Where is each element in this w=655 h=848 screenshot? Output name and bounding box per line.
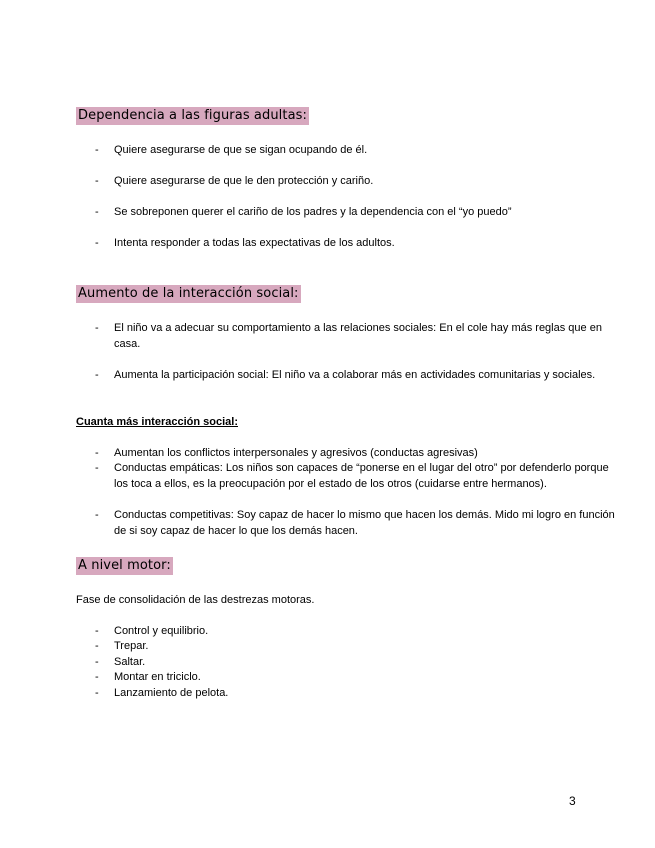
list-item [95, 639, 615, 655]
list-item-text: Aumenta la participación social: El niño va a colaborar más en actividades comunitarias y sociales. [114, 369, 596, 381]
section-heading-interaccion: Aumento de la interacción social: [78, 286, 299, 301]
list-item-text: Quiere asegurarse de que le den protección y cariño. [114, 175, 374, 187]
bullet-dash: - [95, 369, 99, 381]
list-item [95, 205, 615, 221]
list-item [95, 236, 615, 252]
list-item [95, 143, 615, 159]
section-heading-dependencia: Dependencia a las figuras adultas: [78, 108, 308, 123]
list-item-text: Intenta responder a todas las expectativas de los adultos. [114, 237, 395, 249]
list-item-text: El niño va a adecuar su comportamiento a las relaciones sociales: En el cole hay más reglas que en casa. [114, 322, 602, 350]
page-number: 3 [569, 794, 576, 808]
list-item-text: Lanzamiento de pelota. [114, 687, 229, 699]
list-item [95, 368, 615, 384]
list-item [95, 461, 615, 492]
bullet-dash: - [95, 687, 99, 699]
list-item [95, 655, 615, 671]
list-item-text: Se sobreponen querer el cariño de los padres y la dependencia con el “yo puedo” [114, 206, 512, 218]
list-item [95, 446, 615, 462]
list-item-text: Trepar. [114, 640, 149, 652]
list-item-text: Conductas competitivas: Soy capaz de hacer lo mismo que hacen los demás. Mido mi logro en función de si soy capaz de hacer lo que los demás hacen. [114, 509, 615, 537]
bullet-dash: - [95, 671, 99, 683]
list-item-text: Aumentan los conflictos interpersonales y agresivos (conductas agresivas) [114, 447, 478, 459]
bullet-dash: - [95, 625, 99, 637]
list-item [95, 670, 615, 686]
section-intro: Fase de consolidación de las destrezas motoras. [76, 594, 315, 606]
subheading: Cuanta más interacción social: [76, 416, 238, 428]
bullet-dash: - [95, 237, 99, 249]
bullet-dash: - [95, 656, 99, 668]
bullet-dash: - [95, 144, 99, 156]
bullet-dash: - [95, 640, 99, 652]
section-heading-motor: A nivel motor: [78, 558, 171, 573]
list-item [95, 624, 615, 640]
list-item [95, 174, 615, 190]
bullet-dash: - [95, 175, 99, 187]
list-item-text: Montar en triciclo. [114, 671, 201, 683]
list-item-text: Saltar. [114, 656, 146, 668]
bullet-dash: - [95, 509, 99, 521]
list-item [95, 686, 615, 702]
list-item-text: Conductas empáticas: Los niños son capaces de “ponerse en el lugar del otro” por defenderlo porque los toca a ellos, es la preocupación por el estado de los otros (cuidarse entre hermanos). [114, 462, 609, 490]
list-item [95, 508, 615, 539]
bullet-dash: - [95, 206, 99, 218]
list-item-text: Quiere asegurarse de que se sigan ocupando de él. [114, 144, 368, 156]
list-item [95, 321, 615, 352]
list-item-text: Control y equilibrio. [114, 625, 209, 637]
bullet-dash: - [95, 462, 99, 474]
bullet-dash: - [95, 322, 99, 334]
bullet-dash: - [95, 447, 99, 459]
